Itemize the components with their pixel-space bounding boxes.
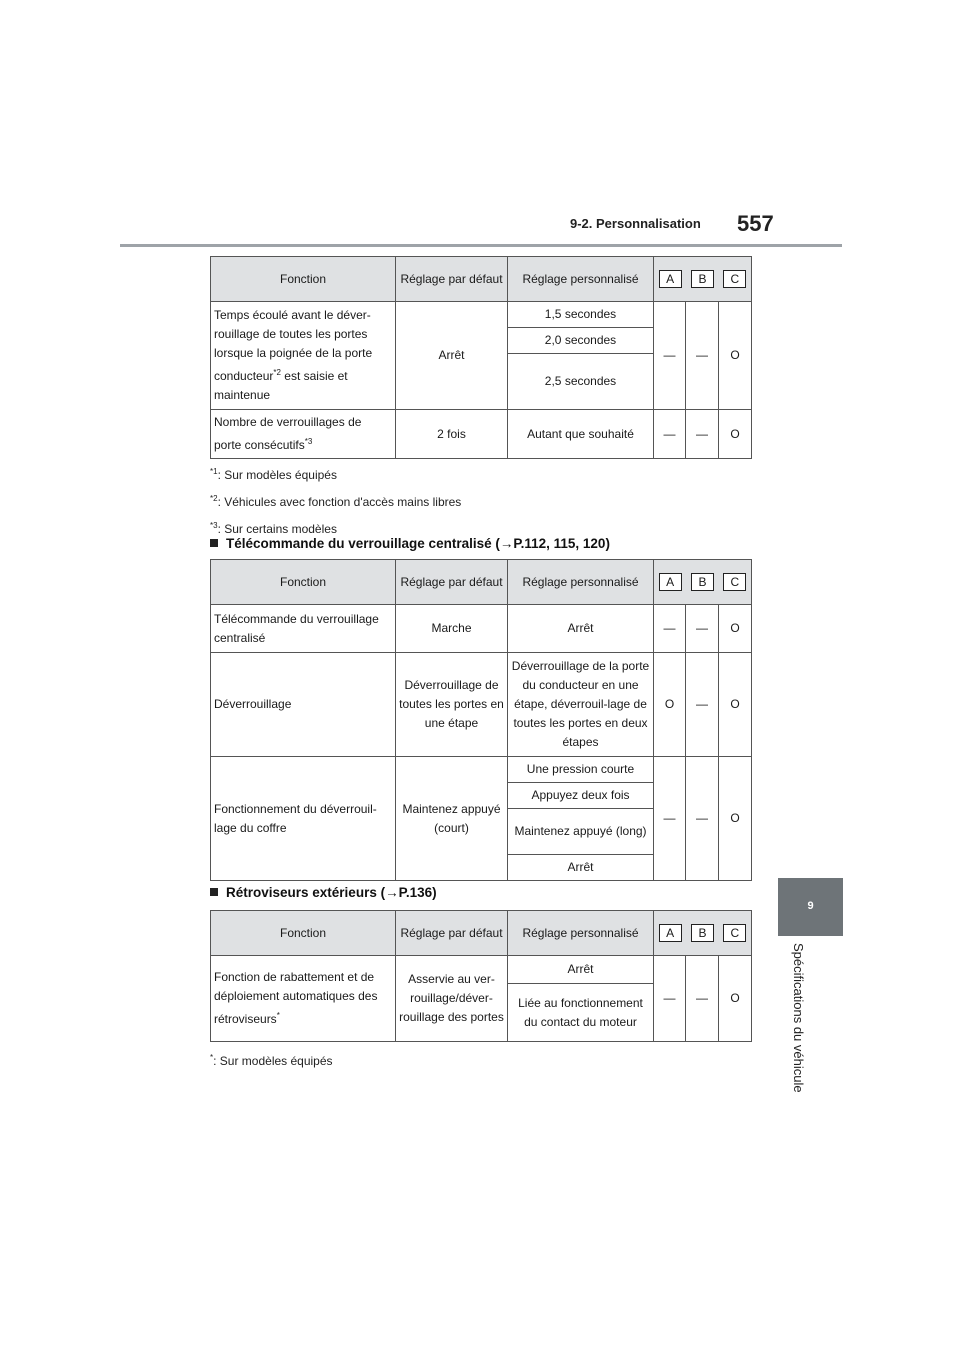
column-header-abc (654, 911, 752, 956)
column-header-defaut: Réglage par défaut (396, 911, 508, 956)
column-a-label: A (659, 573, 682, 591)
default-cell: Déverrouillage de toutes les portes en une étape (396, 653, 508, 757)
c-cell: O (719, 410, 752, 459)
a-cell: — (654, 757, 686, 881)
column-header-perso: Réglage personnalisé (508, 560, 654, 605)
column-b-label: B (691, 924, 714, 942)
default-cell: Marche (396, 605, 508, 653)
c-cell: O (719, 956, 752, 1042)
column-header-perso: Réglage personnalisé (508, 911, 654, 956)
custom-cell: Une pression courte (508, 757, 654, 783)
spec-table-1 (210, 256, 752, 459)
table-row (211, 302, 752, 328)
table-row (211, 653, 752, 757)
c-cell: O (719, 653, 752, 757)
a-cell: O (654, 653, 686, 757)
b-cell: — (686, 302, 719, 410)
column-header-defaut: Réglage par défaut (396, 257, 508, 302)
section-title-mirrors: Rétroviseurs extérieurs (→P.136) (210, 885, 437, 900)
default-cell: Maintenez appuyé (court) (396, 757, 508, 881)
table-row (211, 410, 752, 459)
spec-table-2 (210, 559, 752, 881)
column-header-perso: Réglage personnalisé (508, 257, 654, 302)
column-b-label: B (691, 573, 714, 591)
function-cell: Déverrouillage (211, 653, 396, 757)
default-cell: Arrêt (396, 302, 508, 410)
b-cell: — (686, 605, 719, 653)
function-cell: Télécommande du verrouillage centralisé (211, 605, 396, 653)
custom-cell: Arrêt (508, 956, 654, 984)
chapter-side-label: Spécifications du véhicule (791, 943, 806, 1093)
section-title-remote: Télécommande du verrouillage centralisé (→P.112, 115, 120) (210, 536, 610, 551)
custom-cell: Maintenez appuyé (long) (508, 809, 654, 855)
chapter-tab[interactable]: 9 (778, 878, 843, 936)
column-header-fonction: Fonction (211, 257, 396, 302)
default-cell: Asservie au ver-rouillage/déver-rouillage des portes (396, 956, 508, 1042)
footnote: *: Sur modèles équipés (210, 1053, 333, 1068)
column-c-label: C (723, 270, 746, 288)
b-cell: — (686, 653, 719, 757)
page-number: 557 (737, 211, 774, 236)
section-header: 9-2. Personnalisation (570, 216, 701, 231)
a-cell: — (654, 302, 686, 410)
function-cell: Fonction de rabattement et de déploiement automatiques des rétroviseurs* (211, 956, 396, 1042)
column-a-label: A (659, 270, 682, 288)
footnote: $^{*3}$: Sur certains modèles (210, 521, 337, 536)
custom-cell: Autant que souhaité (508, 410, 654, 459)
column-header-fonction: Fonction (211, 911, 396, 956)
spec-table-3 (210, 910, 752, 1042)
a-cell: — (654, 605, 686, 653)
column-c-label: C (723, 924, 746, 942)
function-cell: Temps écoulé avant le déver-rouillage de toutes les portes lorsque la poignée de la porte conducteur$^{*2}$ est saisie et maintenue (211, 302, 396, 410)
table-row (211, 757, 752, 783)
custom-cell: Déverrouillage de la porte du conducteur en une étape, déverrouil-lage de toutes les portes en deux étapes (508, 653, 654, 757)
footnote: $^{*2}$: Véhicules avec fonction d'accès mains libres (210, 494, 462, 509)
footnotes-3 (210, 1046, 333, 1073)
header-divider (120, 244, 842, 247)
a-cell: — (654, 956, 686, 1042)
footnote: $^{*1}$: Sur modèles équipés (210, 467, 337, 482)
b-cell: — (686, 757, 719, 881)
custom-cell: 2,5 secondes (508, 354, 654, 410)
a-cell: — (654, 410, 686, 459)
c-cell: O (719, 757, 752, 881)
column-header-fonction: Fonction (211, 560, 396, 605)
custom-cell: Arrêt (508, 855, 654, 881)
custom-cell: 1,5 secondes (508, 302, 654, 328)
default-cell: 2 fois (396, 410, 508, 459)
footnotes-1 (210, 460, 461, 541)
column-b-label: B (691, 270, 714, 288)
column-c-label: C (723, 573, 746, 591)
function-cell: Fonctionnement du déverrouil-lage du coffre (211, 757, 396, 881)
c-cell: O (719, 605, 752, 653)
table-row (211, 956, 752, 984)
column-header-abc (654, 257, 752, 302)
bullet-icon (210, 539, 218, 547)
custom-cell: Arrêt (508, 605, 654, 653)
custom-cell: Liée au fonctionnement du contact du moteur (508, 984, 654, 1042)
table-row (211, 605, 752, 653)
b-cell: — (686, 410, 719, 459)
c-cell: O (719, 302, 752, 410)
bullet-icon (210, 888, 218, 896)
custom-cell: 2,0 secondes (508, 328, 654, 354)
column-a-label: A (659, 924, 682, 942)
column-header-abc (654, 560, 752, 605)
function-cell: Nombre de verrouillages de porte consécutifs$^{*3}$ (211, 410, 396, 459)
b-cell: — (686, 956, 719, 1042)
custom-cell: Appuyez deux fois (508, 783, 654, 809)
column-header-defaut: Réglage par défaut (396, 560, 508, 605)
